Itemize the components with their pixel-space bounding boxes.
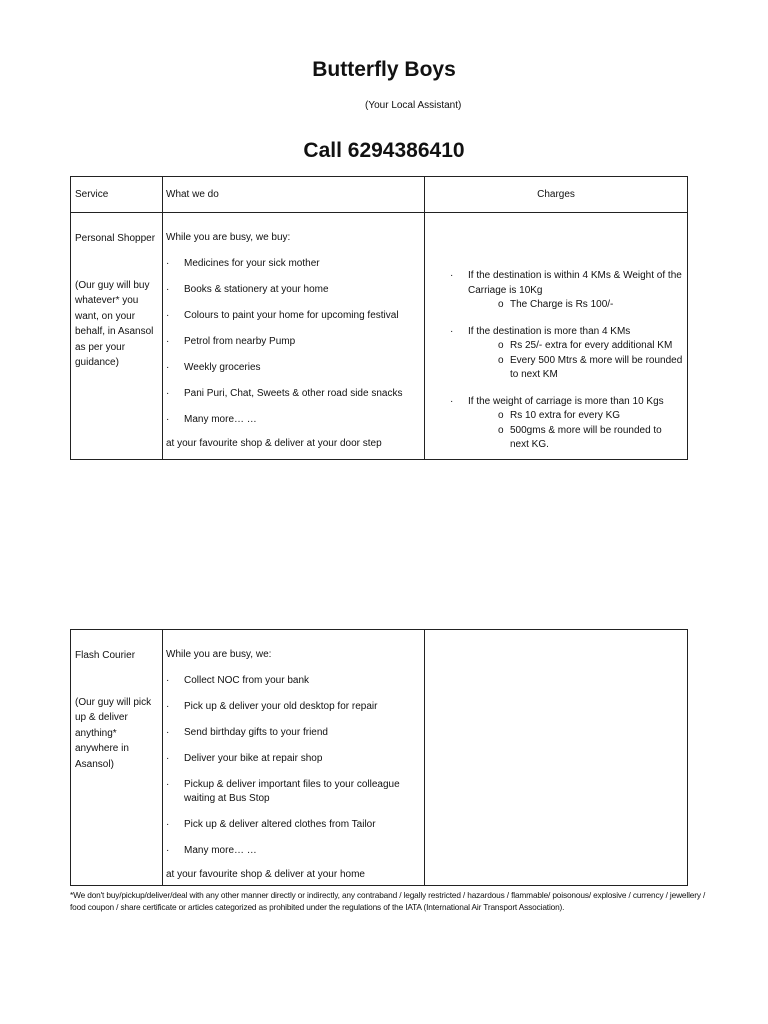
list-item: · Medicines for your sick mother (166, 257, 421, 271)
page-subtitle: (Your Local Assistant) (365, 100, 462, 111)
charge-rule-text: · If the destination is more than 4 KMs (468, 325, 631, 337)
call-number: Call 6294386410 (303, 139, 465, 162)
list-item: · Pick up & deliver altered clothes from Tailor (166, 818, 421, 832)
list-item: · Many more… … (166, 844, 421, 858)
service-cell (71, 213, 163, 460)
charge-rule-text: · If the weight of carriage is more than 10 Kgs (468, 395, 664, 407)
personal-shopper-table (70, 176, 688, 460)
charge-sub-list (498, 298, 683, 313)
charge-sub-item: o The Charge is Rs 100/- (498, 298, 683, 313)
service-note: (Our guy will buy whatever* you want, on your behalf, in Asansol as per your guidance) (75, 279, 154, 368)
header-what-we-do: What we do (163, 177, 425, 213)
page-title: Butterfly Boys (312, 58, 456, 81)
what-list (166, 674, 421, 858)
what-intro: While you are busy, we buy: (166, 232, 291, 243)
charge-sub-list (498, 339, 683, 383)
list-item: · Pickup & deliver important files to your colleague waiting at Bus Stop (166, 778, 421, 806)
what-we-do-cell (163, 213, 425, 460)
table-row (71, 213, 688, 460)
flash-courier-table (70, 629, 688, 886)
charge-rule (450, 325, 683, 383)
list-item: · Weekly groceries (166, 361, 421, 375)
list-item: · Deliver your bike at repair shop (166, 752, 421, 766)
list-item: · Collect NOC from your bank (166, 674, 421, 688)
list-item: · Many more… … (166, 413, 421, 427)
service-name: Flash Courier (75, 650, 136, 661)
list-item: · Send birthday gifts to your friend (166, 726, 421, 740)
what-outro: at your favourite shop & deliver at your door step (166, 438, 382, 449)
charge-sub-item: o Rs 10 extra for every KG (498, 409, 683, 424)
header-service: Service (71, 177, 163, 213)
charge-rule (450, 269, 683, 313)
charge-rule (450, 395, 683, 453)
service-cell (71, 630, 163, 886)
charges-cell (425, 213, 688, 460)
service-note: (Our guy will pick up & deliver anything* anywhere in Asansol) (75, 696, 152, 770)
list-item: · Pick up & deliver your old desktop for repair (166, 700, 421, 714)
what-intro: While you are busy, we: (166, 649, 272, 660)
charge-sub-item: o 500gms & more will be rounded to next KG. (498, 424, 683, 453)
charge-sub-list (498, 409, 683, 453)
what-we-do-cell (163, 630, 425, 886)
list-item: · Books & stationery at your home (166, 283, 421, 297)
charges-cell (425, 630, 688, 886)
charge-sub-item: o Every 500 Mtrs & more will be rounded to next KM (498, 354, 683, 383)
footnote: *We don't buy/pickup/deliver/deal with any other manner directly or indirectly, any contraband / legally restricted / hazardous / flammable/ poisonous/ explosive / currency / jewellery / food coupon / share certificate or articles categorized as prohibited under the regulations of the IATA (International Air Transport Association). (70, 890, 706, 912)
what-outro: at your favourite shop & deliver at your home (166, 869, 365, 880)
what-list (166, 257, 421, 427)
list-item: · Colours to paint your home for upcoming festival (166, 309, 421, 323)
charge-sub-item: o Rs 25/- extra for every additional KM (498, 339, 683, 354)
charge-rule-text: · If the destination is within 4 KMs & Weight of the Carriage is 10Kg (468, 270, 682, 296)
table-header-row (71, 177, 688, 213)
list-item: · Pani Puri, Chat, Sweets & other road side snacks (166, 387, 421, 401)
list-item: · Petrol from nearby Pump (166, 335, 421, 349)
service-name: Personal Shopper (75, 233, 156, 244)
header-charges: Charges (425, 177, 688, 213)
table-row (71, 630, 688, 886)
